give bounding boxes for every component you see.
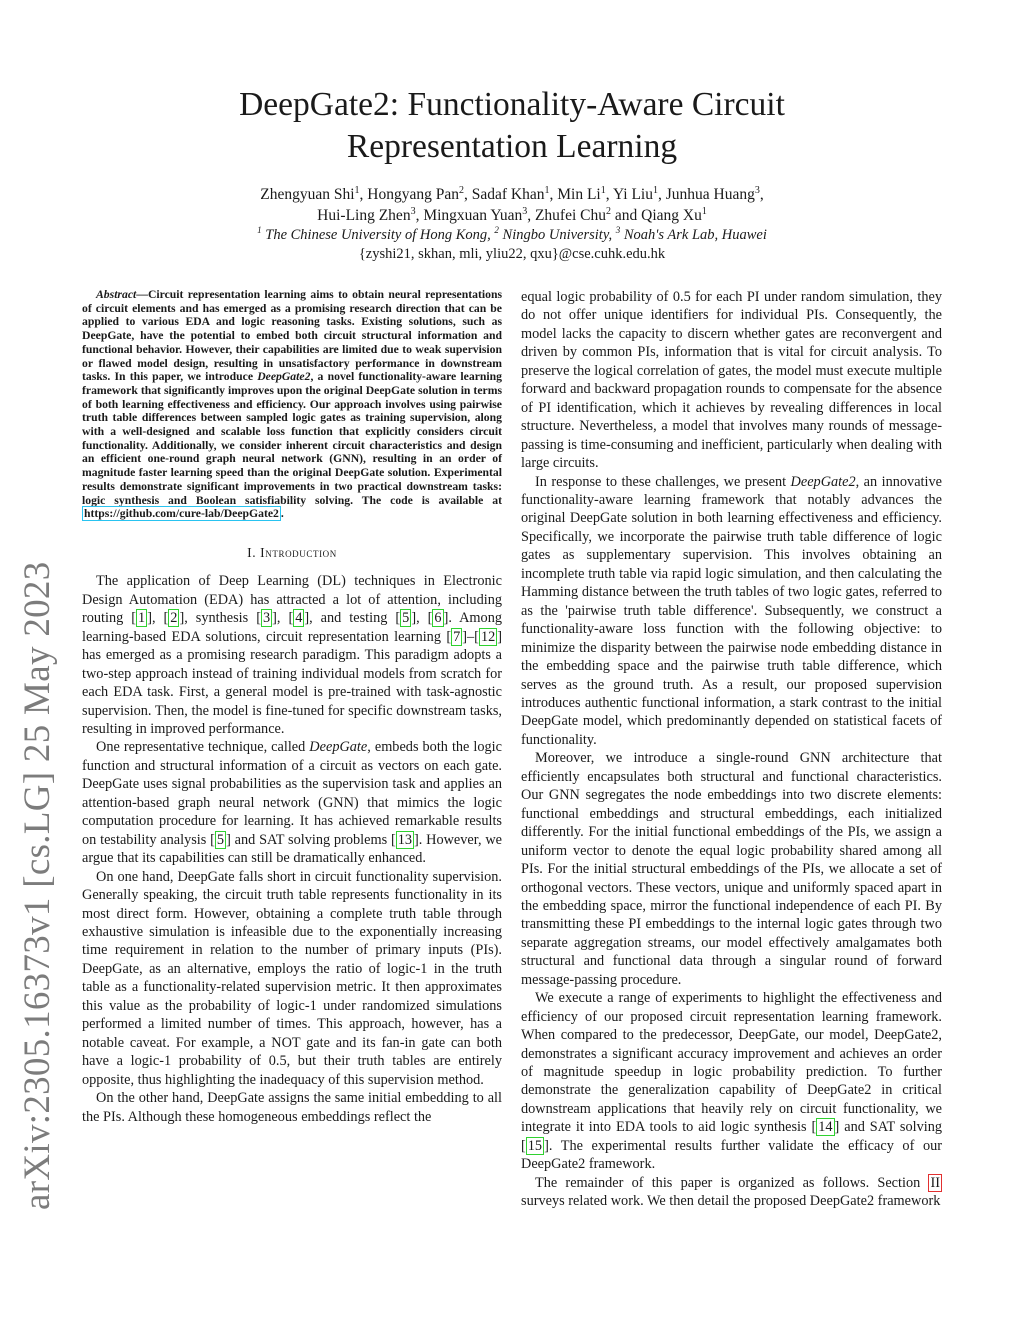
intro-paragraph-1: The application of Deep Learning (DL) techniques in Electronic Design Automation (EDA) has attracted a lot of attention, including routing [ 1 ], [ 2 ], synthesis [ 3 ], [ 4 ], and testing [ 5 ], [ 6 ]. Among learning-based EDA solutions, circuit representation learning [ 7 ]–[ 12 ] has emerged as a promising research paradigm. This paradigm adopts a two-step approach instead of training individual models from scratch for each EDA task. First, a general model is pre-trained with task-agnostic supervision. Then, the model is fine-tuned for specific downstream tasks, resulting in improved performance. [82,573,502,738]
author-list [100,184,924,226]
intro-paragraph-8 [521,1174,942,1211]
code-link[interactable]: https://github.com/cure-lab/DeepGate2 [84,507,279,521]
author-name: Junhua Huang [665,186,755,203]
citation-link[interactable]: 5 [402,610,410,627]
citation-link[interactable]: 13 [397,831,412,848]
intro-paragraph-4-continued: equal logic probability of 0.5 for each PI under random simulation, they do not offer unique identifiers for individual PIs. Consequently, the model lacks the capacity to discern whether gates are reconvergent and driven by common PIs, information that is vital for circuit analysis. To preserve the logical correlation of gates, the model must execute multiple forward and backward propagation rounds to compensate for the absence of PI identification, which it achieves by revealing differences in local structure. Nevertheless, a model that involves many rounds of message-passing is time-consuming and inefficient, particularly when dealing with large circuits. [521,289,942,472]
authors-line-2 [100,205,924,226]
title-line-1: DeepGate2: Functionality-Aware Circuit [239,86,785,123]
title-line-2: Representation Learning [346,128,678,165]
intro-paragraph-5 [521,473,942,750]
affiliation-number: 3 [615,225,621,236]
abstract [82,288,502,521]
section-number: I. [247,544,261,560]
emphasis: DeepGate2 [790,473,856,490]
author-separator: , [359,186,368,203]
paper-title [100,84,924,168]
author-affiliation-mark: 3 [410,205,416,217]
citation-link[interactable]: 2 [170,610,178,627]
text-run: – [467,628,475,645]
author-affiliation-mark: 1 [701,205,707,217]
author-separator: , [549,186,558,203]
citation-link[interactable]: 14 [818,1119,833,1136]
abstract-text: Circuit representation learning aims to obtain neural representations of circuit elements and has emerged as a promising research direction that can be applied to various EDA and logic reasoning tasks. Existing solutions, such as DeepGate, have the potential to embed both circuit structural information and functional behavior. However, their capabilities are limited due to weak supervision or flawed model design, resulting in unsatisfactory performance in downstream tasks. In this paper, we introduce [82,288,502,384]
affiliations [100,225,924,245]
affiliation-name: Noah's Ark Lab, Huawei [620,227,767,243]
text-run: , synthesis [184,610,257,627]
text-run: In response to these challenges, we present [535,473,791,490]
affiliation-number: 2 [494,225,499,236]
author-affiliation-mark: 2 [459,184,464,196]
section-reference-link[interactable]: II [930,1174,940,1191]
author-affiliation-mark: 1 [544,184,550,196]
author-affiliation-mark: 1 [652,184,658,196]
text-run: , [151,610,164,627]
author-affiliation-mark: 2 [605,205,611,217]
citation-link[interactable]: 7 [453,628,461,645]
citation-link[interactable]: 3 [262,610,271,627]
affiliation-name: The Chinese University of Hong Kong, [261,227,495,243]
author-name: Hongyang Pan [367,186,459,203]
intro-paragraph-2: One representative technique, called DeepGate, embeds both the logic function and structural information of a circuit as vectors on each gate. DeepGate uses signal probabilities as the supervision task and applies an attention-based graph neural network (GNN) that mimics the logic computation procedure for learning. It has achieved remarkable results on testability analysis [ 5 ] and SAT solving problems [ 13 ]. However, we argue that its capabilities can still be dramatically enhanced. [82,739,503,867]
author-separator: and [610,207,642,224]
intro-paragraph-4: On the other hand, DeepGate assigns the same initial embedding to all the PIs. Although these homogeneous embeddings reflect the [82,1090,502,1125]
affiliation-name: Ningbo University, [498,227,616,243]
citation-link[interactable]: 1 [138,610,146,627]
citation-link[interactable]: 12 [480,628,496,645]
author-affiliation-mark: 1 [600,184,606,196]
text-run: and SAT solving [839,1119,942,1136]
citation-link[interactable]: 4 [295,610,303,627]
text-run: . Among learning-based EDA solutions, circuit representation learning [82,610,502,645]
text-run: We execute a range of experiments to highlight the effectiveness and efficiency of our proposed circuit representation learning framework. When compared to the predecessor, DeepGate, our model, DeepGate2, demonstrates a significant accuracy improvement and achieves an order of magnitude speedup in logic probability prediction. To further demonstrate the generalization capability of DeepGate2 in critical downstream applications that heavily rely on circuit functionality, we integrate it into EDA tools to aid logic synthesis [521,990,942,1136]
text-run: The remainder of this paper is organized as follows. Section [535,1174,929,1191]
arxiv-identifier-stamp: arXiv:2305.16373v1 [cs.LG] 25 May 2023 [17,561,58,1210]
abstract-text-2: , a novel functionality-aware learning framework that significantly improves upon the original DeepGate solution in terms of both learning effectiveness and efficiency. Our approach involves using pairwise truth table differences between sampled logic gates as training supervision, along with a well-designed and scalable loss function that explicitly considers circuit functionality. Additionally, we consider inherent circuit characteristics and design an efficient one-round graph neural network (GNN), resulting in an order of magnitude faster learning speed than the original DeepGate solution. Experimental results demonstrate significant improvements in two practical downstream tasks: logic synthesis and Boolean satisfiability solving. The code is available at [82,370,502,507]
abstract-end: . [280,507,284,521]
author-name: Min Li [557,186,601,203]
text-run: . The experimental results further validate the efficacy of our DeepGate2 framework. [521,1137,942,1173]
text-run: , [276,610,289,627]
abstract-dash: — [136,288,148,301]
author-separator: , [527,207,535,224]
author-separator: , [464,186,472,203]
author-name: Zhengyuan Shi [260,186,355,203]
text-run: and SAT solving problems [230,831,391,848]
author-emails: {zyshi21, skhan, mli, yliu22, qxu}@cse.cuhk.edu.hk [358,246,666,262]
citation-link[interactable]: 5 [216,831,225,848]
text-run: , and testing [309,610,396,627]
author-name: Hui-Ling Zhen [317,207,411,224]
text-run: , an innovative functionality-aware learning framework that notably advances the original DeepGate solution in both learning effectiveness and efficiency. Specifically, we incorporate the pairwise truth table difference of logic gates as supplementary supervision. This involves obtaining an incomplete truth table via rapid logic simulation, and then calculating the Hamming distance between the truth tables of two logic gates, referred to as the 'pairwise truth table difference'. Subsequently, we construct a functionality-aware loss function with the following objective: to minimize the disparity between the pairwise node embedding distance in the embedding space and the pairwise truth table difference, which serves as the ground truth. As a result, our proposed supervision introduces authentic functional information, a stark contrast to the initial DeepGate model, which predominantly depended on statistical facets of functionality. [521,473,942,748]
author-separator: , [415,207,424,224]
text-run: surveys related work. We then detail the proposed DeepGate2 framework [521,1193,941,1210]
text-run: , embeds both the logic function and structural information of a circuit as vectors on each gate. DeepGate uses signal probabilities as the supervision task and applies an attention-based graph neural network (GNN) that mimics the logic computation procedure for learning. It has achieved remarkable results on testability analysis [82,739,502,848]
text-run: The application of Deep Learning (DL) techniques in Electronic Design Automation (EDA) has attracted a lot of attention, including routing [82,573,502,627]
author-name: Qiang Xu [641,207,702,224]
author-separator: , [759,186,764,203]
text-run: has emerged as a promising research paradigm. This paradigm adopts a two-step approach instead of training individual models from scratch for each EDA task. First, a general model is pre-trained with task-agnostic supervision. Then, the model is fine-tuned for specific downstream tasks, resulting in improved performance. [82,647,502,738]
abstract-method-name: DeepGate2 [257,370,311,384]
intro-paragraph-7: We execute a range of experiments to highlight the effectiveness and efficiency of our proposed circuit representation learning framework. When compared to the predecessor, DeepGate, our model, DeepGate2, demonstrates a significant accuracy improvement and achieves an order of magnitude speedup in logic probability prediction. To further demonstrate the generalization capability of DeepGate2 in critical downstream applications that heavily rely on circuit functionality, we integrate it into EDA tools to aid logic synthesis [ 14 ] and SAT solving [ 15 ]. The experimental results further validate the efficacy of our DeepGate2 framework. [521,990,942,1173]
right-column [521,288,942,1211]
text-run: , [416,610,428,627]
author-affiliation-mark: 1 [354,184,360,196]
author-affiliation-mark: 3 [522,205,528,217]
author-name: Yi Liu [612,186,653,203]
intro-paragraph-3: On one hand, DeepGate falls short in circuit functionality supervision. Generally speaking, the circuit truth table represents functionality in its most direct form. However, obtaining a complete truth table through exhaustive simulation is infeasible due to the exponentially increasing time requirement in relation to the number of primary inputs (PIs). DeepGate, as an alternative, employs the ratio of logic-1 in the truth table as a functionality-related supervision metric. It then approximates this value as the probability of logic-1 under randomized simulations performed a limited number of times. This approach, however, has a notable caveat. For example, a NOT gate and its fan-in gate can both have a logic-1 probability of 0.5, but their truth tables are entirely opposite, thus highlighting the inadequacy of this supervision method. [82,868,502,1088]
text-run: . However, we argue that its capabilities can still be dramatically enhanced. [82,831,503,867]
affiliation-number: 1 [257,225,262,236]
author-affiliation-mark: 3 [754,184,760,196]
author-separator: , [657,186,666,203]
author-name: Mingxuan Yuan [423,207,523,224]
text-run: One representative technique, called [96,739,310,756]
abstract-label: Abstract [96,288,137,301]
intro-paragraph-6: Moreover, we introduce a single-round GNN architecture that efficiently encapsulates both structural and functional characteristics. Our GNN segregates the node embeddings into two discrete elements: functional embeddings and structural embeddings, each initialized differently. For the initial functional embeddings of the PIs, we assign a uniform vector to denote the equal logic probability shared among all PIs. For the initial structural embeddings of the PIs, we allocate a set of orthogonal vectors. These vectors, unique and uniformly spaced apart in the embedding space, mirror the functional independence of each PI. By transmitting these PI embeddings to the internal logic gates through two separate aggregation streams, our model effectively amalgamates both structural and functional data through a singular round of forward message-passing procedure. [521,750,942,988]
author-name: Zhufei Chu [534,207,606,224]
left-column [82,288,502,1126]
citation-link[interactable]: 6 [434,610,442,627]
section-title: Introduction [260,544,337,560]
citation-link[interactable]: 15 [527,1137,543,1154]
section-heading-introduction [82,544,502,562]
author-name: Sadaf Khan [471,186,545,203]
authors-line-1 [100,184,924,205]
author-separator: , [605,186,613,203]
emphasis: DeepGate [309,739,368,756]
